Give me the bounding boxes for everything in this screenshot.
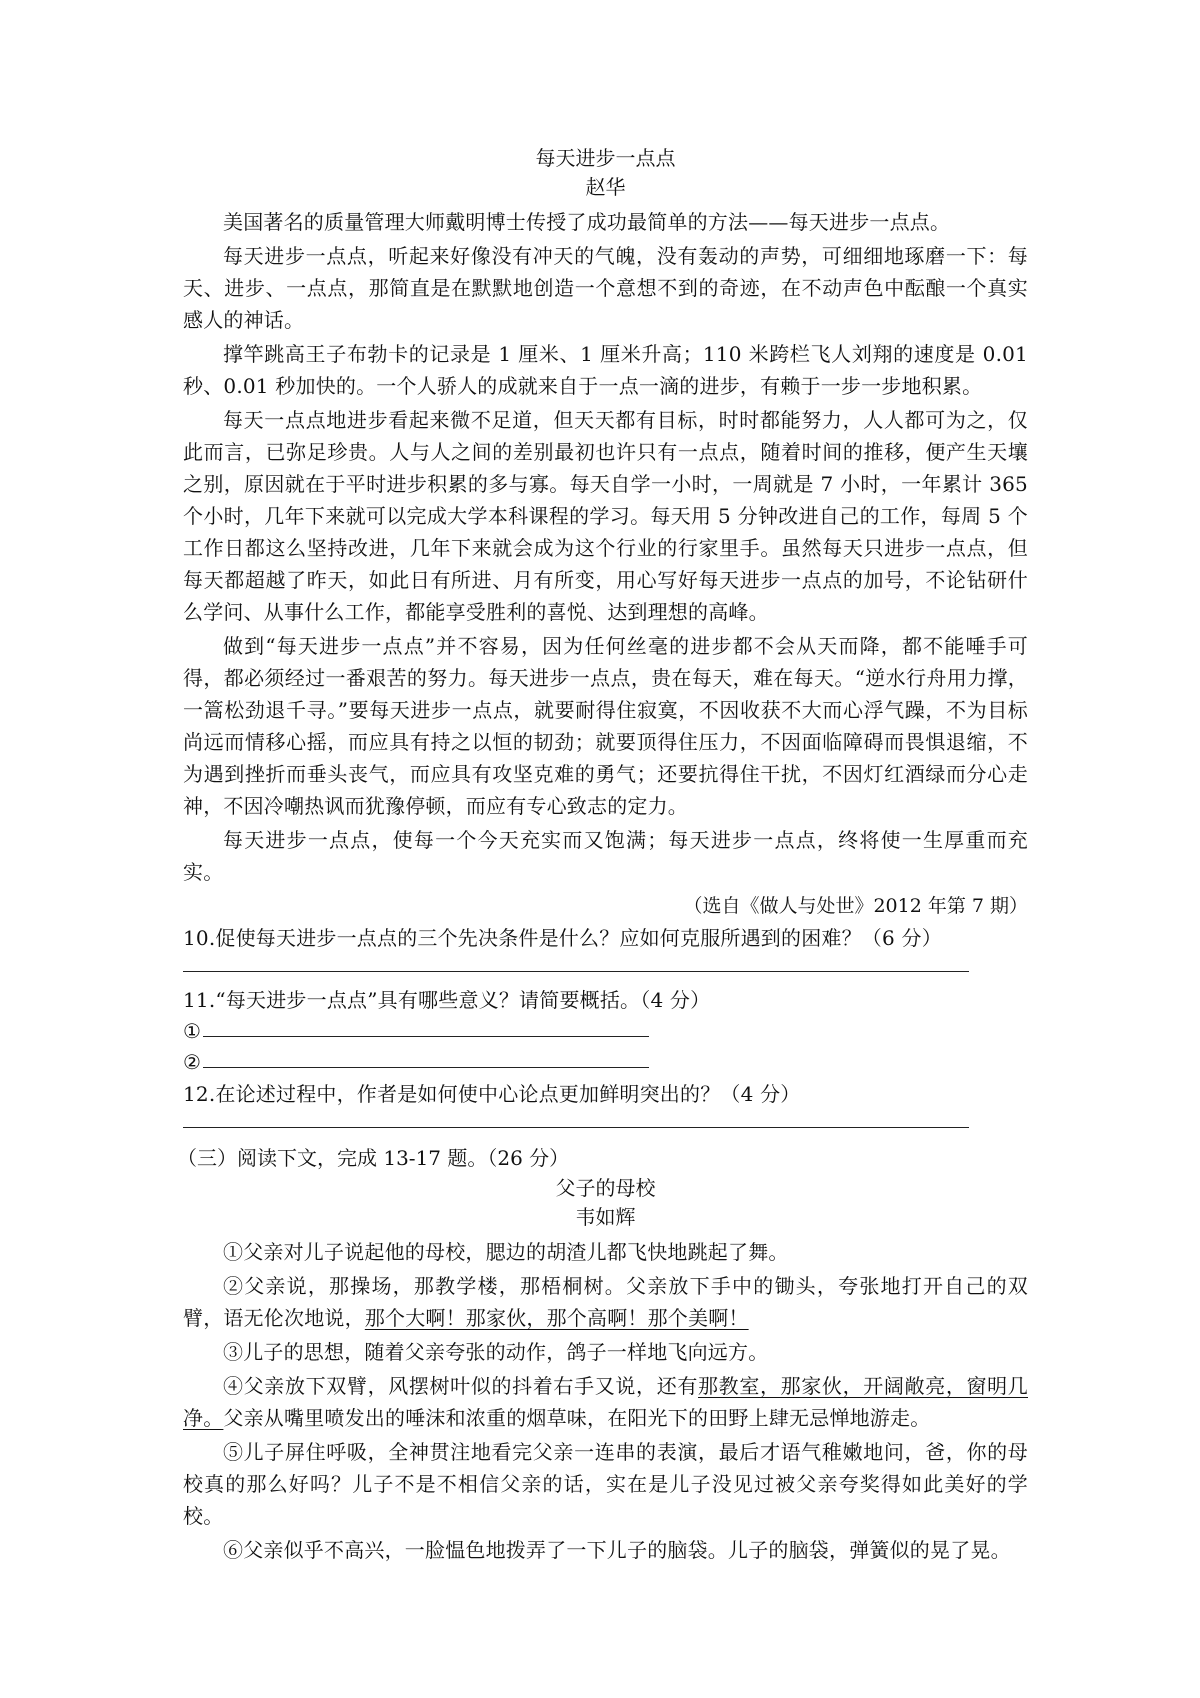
item-mark-1: ①: [183, 1019, 201, 1043]
exam-page: [177, 144, 1028, 1568]
question-12: 12.在论述过程中，作者是如何使中心论点更加鲜明突出的？（4 分）: [183, 1082, 801, 1106]
article-paragraph-1: 美国著名的质量管理大师戴明博士传授了成功最简单的方法——每天进步一点点。: [223, 210, 951, 234]
story-paragraph-3: ③儿子的思想，随着父亲夸张的动作，鸽子一样地飞向远方。: [223, 1340, 769, 1364]
article-paragraph-2: 每天进步一点点，听起来好像没有冲天的气魄，没有轰动的声势，可细细地琢磨一下：每天、进步、一点点，那简直是在默默地创造一个意想不到的奇迹，在不动声色中酝酿一个真实感人的神话。: [183, 244, 1028, 332]
question-10: 10.促使每天进步一点点的三个先决条件是什么？应如何克服所遇到的困难？（6 分）: [183, 926, 942, 950]
underlined-sentence-1: 那个大啊！那家伙，那个高啊！那个美啊！: [364, 1306, 749, 1330]
answer-line-11-2[interactable]: [183, 1047, 1028, 1078]
section-heading: （三）阅读下文，完成 13-17 题。（26 分）: [177, 1146, 570, 1170]
article-title: 每天进步一点点: [535, 146, 676, 170]
item-mark-2: ②: [183, 1050, 201, 1074]
story-title: 父子的母校: [555, 1176, 656, 1200]
story-paragraph-5: ⑤儿子屏住呼吸，全神贯注地看完父亲一连串的表演，最后才语气稚嫩地问，爸，你的母校真的那么好吗？儿子不是不相信父亲的话，实在是儿子没见过被父亲夸奖得如此美好的学校。: [183, 1440, 1028, 1528]
article-paragraph-3: 撑竿跳高王子布勃卡的记录是 1 厘米、1 厘米升高；110 米跨栏飞人刘翔的速度是 0.01 秒、0.01 秒加快的。一个人骄人的成就来自于一点一滴的进步，有赖于一步一步地积累。: [183, 342, 1028, 398]
story-paragraph-2-text: ②父亲说，那操场，那教学楼，那梧桐树。父亲放下手中的锄头，夸张地打开自己的双臂，语无伦次地说，: [183, 1274, 1028, 1330]
story-paragraph-4-text: ④父亲放下双臂，风摆树叶似的抖着右手又说，还有: [223, 1374, 699, 1398]
article-paragraph-5: 做到“每天进步一点点”并不容易，因为任何丝毫的进步都不会从天而降，都不能唾手可得，都必须经过一番艰苦的努力。每天进步一点点，贵在每天，难在每天。“逆水行舟用力撑，一篙松劲退千寻。”要每天进步一点点，就要耐得住寂寞，不因收获不大而心浮气躁，不为目标尚远而情移心摇，而应具有持之以恒的韧劲；就要顶得住压力，不因面临障碍而畏惧退缩，不为遇到挫折而垂头丧气，而应具有攻坚克难的勇气；还要抗得住干扰，不因灯红酒绿而分心走神，不因冷嘲热讽而犹豫停顿，而应有专心致志的定力。: [183, 634, 1028, 818]
article-source: （选自《做人与处世》2012 年第 7 期）: [683, 895, 1028, 917]
answer-line-10[interactable]: [183, 954, 1028, 984]
answer-line-11-1[interactable]: [183, 1016, 1028, 1047]
story-paragraph-6: ⑥父亲似乎不高兴，一脸愠色地拨弄了一下儿子的脑袋。儿子的脑袋，弹簧似的晃了晃。: [223, 1538, 1011, 1562]
answer-line-12[interactable]: [183, 1110, 1028, 1140]
story-paragraph-1: ①父亲对儿子说起他的母校，腮边的胡渣儿都飞快地跳起了舞。: [223, 1240, 789, 1264]
article-paragraph-6: 每天进步一点点，使每一个今天充实而又饱满；每天进步一点点，终将使一生厚重而充实。: [183, 828, 1028, 884]
story-paragraph-4: [183, 1370, 1028, 1434]
story-author: 韦如辉: [575, 1205, 636, 1229]
story-paragraph-2: [183, 1270, 1028, 1334]
question-11: 11.“每天进步一点点”具有哪些意义？请简要概括。（4 分）: [183, 988, 711, 1012]
story-paragraph-4-tail: 父亲从嘴里喷发出的唾沫和浓重的烟草味，在阳光下的田野上肆无忌惮地游走。: [223, 1406, 931, 1430]
underlined-sentence-2: 那教室，那家伙，开阔敞亮，窗明几净。: [183, 1374, 1028, 1430]
article-author: 赵华: [585, 175, 626, 199]
article-paragraph-4: 每天一点点地进步看起来微不足道，但天天都有目标，时时都能努力，人人都可为之，仅此而言，已弥足珍贵。人与人之间的差别最初也许只有一点点，随着时间的推移，便产生天壤之别，原因就在于平时进步积累的多与寡。每天自学一小时，一周就是 7 小时，一年累计 365 个小时，几年下来就可以完成大学本科课程的学习。每天用 5 分钟改进自己的工作，每周 5 个工作日都这么坚持改进，几年下来就会成为这个行业的行家里手。虽然每天只进步一点点，但每天都超越了昨天，如此日有所进、月有所变，用心写好每天进步一点点的加号，不论钻研什么学问、从事什么工作，都能享受胜利的喜悦、达到理想的高峰。: [183, 408, 1028, 624]
